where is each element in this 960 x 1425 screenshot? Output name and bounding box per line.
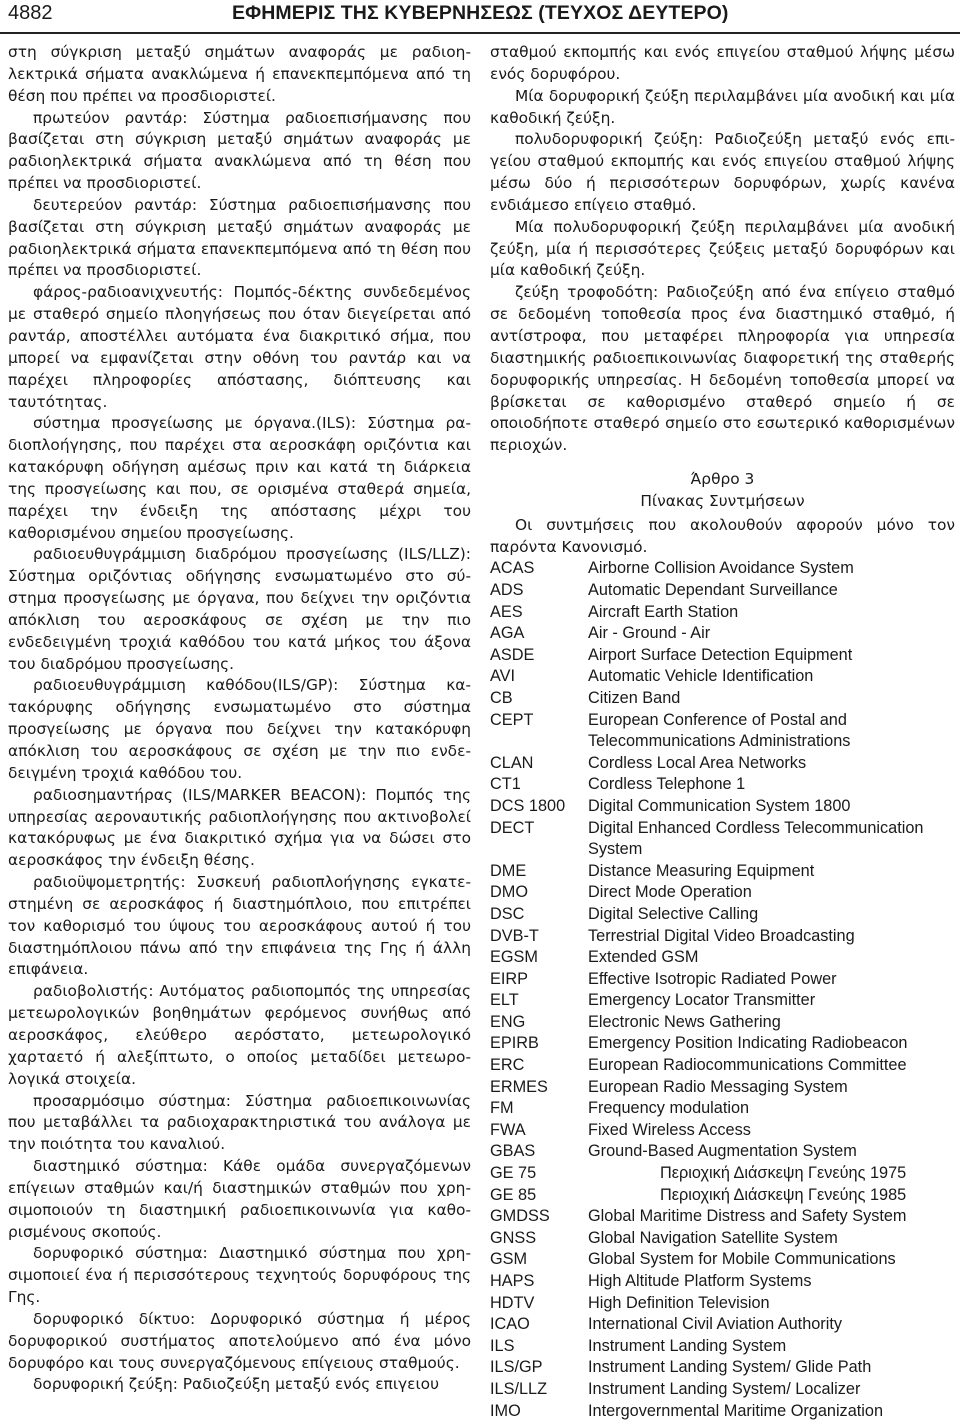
abbreviation-row	[490, 818, 955, 861]
abbreviation-definition: European Radio Messaging System	[588, 1077, 848, 1096]
abbreviation-definition: Emergency Position Indicating Radiobeacon	[588, 1034, 908, 1053]
paragraph: ραδιοευθυγράμμιση καθόδου(ILS/GP): Σύστημα κατακόρυφης οδήγησης ενσωματωμένο στο σύστημα προσγείωσης με όργανα που δείχνει την κατακόρυφη απόκλιση του αεροσκάφους σε σχέση με την πιο ενδεδειγμένη τροχιά καθόδου του.	[8, 676, 471, 782]
abbreviation-row	[490, 1357, 955, 1379]
abbreviation-definition: Distance Measuring Equipment	[588, 861, 815, 880]
abbreviation-definition: High Altitude Platform Systems	[588, 1272, 812, 1290]
article-intro: Οι συντμήσεις που ακολουθούν αφορούν μόνο τον παρόντα Κανονισμό.	[490, 515, 955, 556]
paragraph: δορυφορικό δίκτυο: Δορυφορικό σύστημα ή μέρος δορυφορικού συστήματος αποτελούμενο από ένα μόνο δορυφόρο και τους συνεργαζόμενους επίγειους σταθμούς.	[8, 1309, 471, 1372]
paragraph: στη σύγκριση μεταξύ σημάτων αναφοράς με ραδιοηλεκτρικά σήματα ανακλώμενα ή επανεκπεμπόμενα από τη θέση που πρέπει να προσδιοριστεί.	[8, 43, 471, 105]
abbreviation-definition: Instrument Landing System/ Glide Path	[588, 1358, 872, 1377]
paragraph: διαστημικό σύστημα: Κάθε ομάδα συνεργαζόμενων επίγειων σταθμών και/ή διαστημικών σταθμών που χρησιμοποιούν τη διαστημική ραδιοεπικοινωνία για καθορισμένους σκοπούς.	[8, 1157, 471, 1241]
paragraph: δευτερεύον ραντάρ: Σύστημα ραδιοεπισήμανσης που βασίζεται στη σύγκριση μεταξύ σημάτων αναφοράς με ραδιοηλεκτρικά σήματα επανεκπεμπόμενα από τη θέση που πρέπει να προσδιοριστεί.	[8, 195, 471, 280]
abbreviation-row	[490, 774, 955, 796]
abbreviation-row	[490, 1228, 955, 1250]
abbreviation-definition: European Radiocommunications Committee	[588, 1056, 907, 1075]
page-header	[0, 0, 960, 30]
abbreviation-row	[490, 904, 955, 926]
abbreviation-row	[490, 688, 955, 710]
abbreviation-code: AVI	[490, 667, 516, 686]
article-heading: Άρθρο 3	[690, 470, 755, 489]
abbreviation-code: ILS/GP	[490, 1358, 543, 1377]
paragraph: ραδιοϋψομετρητής: Συσκευή ραδιοπλοήγησης εγκατεστημένη σε αεροσκάφος ή διαστημόπλοιο, που επιτρέπει τον καθορισμό του ύψους του αεροσκάφους αυτού ή του διαστημόπλοιου πάνω από την επιφάνεια της Γης ή άλλη επιφάνεια.	[8, 873, 471, 979]
abbreviation-code: AES	[490, 602, 523, 621]
paragraph: πολυδορυφορική ζεύξη: Ραδιοζεύξη μεταξύ ενός επιγείου σταθμού εκπομπής και ενός επιγείου σταθμού λήψης μέσω δύο ή περισσότερων δορυφόρων, χωρίς κανένα ενδιάμεσο επίγειο σταθμό.	[490, 130, 955, 214]
abbreviation-definition: International Civil Aviation Authority	[588, 1315, 843, 1334]
gazette-title: ΕΦΗΜΕΡΙΣ ΤΗΣ ΚΥΒΕΡΝΗΣΕΩΣ (ΤΕΥΧΟΣ ΔΕΥΤΕΡΟ)	[232, 2, 729, 24]
abbreviation-code: DME	[490, 861, 527, 880]
abbreviation-code: FWA	[490, 1120, 526, 1139]
abbreviation-definition: Digital Selective Calling	[588, 904, 759, 923]
abbreviation-row	[490, 645, 955, 667]
abbreviation-definition: Global System for Mobile Communications	[588, 1250, 896, 1269]
abbreviation-row	[490, 1012, 955, 1034]
abbreviation-definition: Effective Isotropic Radiated Power	[588, 969, 837, 988]
abbreviation-code: GE 75	[490, 1164, 537, 1183]
paragraph: προσαρμόσιμο σύστημα: Σύστημα ραδιοεπικοινωνίας που μεταβάλλει τα ραδιοχαρακτηριστικά του ανάλογα με την ποιότητα του καναλιού.	[8, 1091, 471, 1154]
abbreviation-definition: Automatic Dependant Surveillance	[588, 581, 838, 599]
abbreviation-definition: Terrestrial Digital Video Broadcasting	[588, 926, 855, 945]
abbreviation-row	[490, 1120, 955, 1142]
abbreviation-row	[490, 1314, 955, 1336]
abbreviation-code: HAPS	[490, 1272, 535, 1290]
paragraph: ζεύξη τροφοδότη: Ραδιοζεύξη από ένα επίγειο σταθμό σε δεδομένη τοποθεσία προς ένα διαστημικό σταθμό, ή αντίστροφα, που μεταφέρει πληροφορία για υπηρεσία διαστημικής ραδιοεπικοινωνίας διαφορετική της σταθερής δορυφορικής υπηρεσίας. Η δεδομένη τοποθεσία μπορεί να βρίσκεται σε καθορισμένο σταθερό σημείο ή σε οποιοδήποτε σταθερό σημείο στο εσωτερικό καθορισμένων περιοχών.	[490, 283, 955, 455]
abbreviation-code: GMDSS	[490, 1207, 550, 1226]
abbreviation-row	[490, 666, 955, 688]
abbreviation-definition: Direct Mode Operation	[588, 883, 752, 902]
abbreviation-code: DSC	[490, 904, 525, 923]
abbreviation-definition: Automatic Vehicle Identification	[588, 667, 814, 686]
abbreviation-definition: European Conference of Postal and Telecommunications Administrations	[588, 710, 851, 751]
abbreviation-code: DCS 1800	[490, 796, 566, 815]
abbreviation-definition: Frequency modulation	[588, 1099, 750, 1118]
abbreviation-definition: Instrument Landing System/ Localizer	[588, 1379, 861, 1398]
abbreviation-code: CEPT	[490, 710, 534, 729]
abbreviation-code: EGSM	[490, 948, 538, 967]
abbreviation-definition: Global Navigation Satellite System	[588, 1228, 838, 1247]
abbreviation-definition: Electronic News Gathering	[588, 1012, 781, 1031]
abbreviation-definition: Cordless Telephone 1	[588, 775, 746, 794]
abbreviation-row	[490, 710, 955, 753]
abbreviation-row	[490, 1033, 955, 1055]
abbreviation-row	[490, 882, 955, 904]
abbreviation-code: AGA	[490, 624, 525, 643]
abbreviation-row	[490, 753, 955, 775]
abbreviation-code: EIRP	[490, 969, 529, 988]
abbreviation-row	[490, 1401, 955, 1423]
abbreviation-row	[490, 558, 955, 580]
abbreviation-row	[490, 1077, 955, 1099]
abbreviation-definition: Ground-Based Augmentation System	[588, 1142, 857, 1161]
abbreviation-definition: Global Maritime Distress and Safety System	[588, 1207, 907, 1226]
abbreviation-code: DMO	[490, 883, 528, 902]
abbreviation-definition: Digital Communication System 1800	[588, 796, 851, 815]
abbreviation-definition: Intergovernmental Maritime Organization	[588, 1401, 884, 1420]
abbreviation-code: GNSS	[490, 1228, 537, 1247]
abbreviation-row	[490, 1141, 955, 1163]
abbreviation-row	[490, 602, 955, 624]
abbreviation-code: ILS/LLZ	[490, 1379, 548, 1398]
abbreviation-definition: Aircraft Earth Station	[588, 602, 739, 621]
abbreviation-row	[490, 1185, 955, 1207]
paragraph: Μία πολυδορυφορική ζεύξη περιλαμβάνει μία ανοδική ζεύξη, μία ή περισσότερες ζεύξεις μεταξύ δορυφόρων και μία καθοδική ζεύξη.	[490, 217, 955, 280]
abbreviation-code: ACAS	[490, 559, 535, 578]
abbreviation-code: FM	[490, 1099, 514, 1118]
abbreviation-definition: Air - Ground - Air	[588, 624, 711, 643]
abbreviation-row	[490, 623, 955, 645]
abbreviation-row	[490, 580, 955, 602]
abbreviation-code: ELT	[490, 991, 519, 1010]
abbreviation-definition: Fixed Wireless Access	[588, 1120, 751, 1139]
right-column	[490, 42, 955, 1422]
page-number: 4882	[8, 2, 53, 24]
abbreviation-row	[490, 926, 955, 948]
abbreviation-row	[490, 1249, 955, 1271]
paragraph: ραδιοευθυγράμμιση διαδρόμου προσγείωσης (ILS/LLZ): Σύστημα οριζόντιας οδήγησης ενσωματωμένο στο σύστημα προσγείωσης με όργανα, που δείχνει την οριζόντια απόκλιση του αεροσκάφους σε σχέση με την πιο ενδεδειγμένη τροχιά καθόδου του κατά μήκος του άξονα του διαδρόμου προσγείωσης.	[8, 545, 471, 673]
paragraph: ραδιοσημαντήρας (ILS/MARKER BEACON): Πομπός της υπηρεσίας αεροναυτικής ραδιοπλοήγησης που ακτινοβολεί κατακόρυφως με ένα διακριτικό σχήμα για να δώσει στο αεροσκάφος την ένδειξη θέσης.	[8, 785, 471, 870]
abbreviation-code: ERC	[490, 1056, 525, 1075]
abbreviation-definition: Περιοχική Διάσκεψη Γενεύης 1985	[660, 1185, 907, 1204]
paragraph: πρωτεύον ραντάρ: Σύστημα ραδιοεπισήμανσης που βασίζεται στη σύγκριση μεταξύ σημάτων αναφοράς με ραδιοηλεκτρικά σήματα ανακλώμενα από τη θέση που πρέπει να προσδιοριστεί.	[8, 108, 471, 193]
abbreviation-definition: Emergency Locator Transmitter	[588, 991, 816, 1010]
abbreviation-code: GBAS	[490, 1142, 536, 1161]
abbreviation-row	[490, 1206, 955, 1228]
abbreviation-code: DVB-T	[490, 926, 539, 945]
abbreviation-definition: High Definition Television	[588, 1293, 770, 1312]
abbreviation-code: ENG	[490, 1012, 526, 1031]
abbreviation-definition: Digital Enhanced Cordless Telecommunication System	[588, 818, 924, 859]
abbreviation-code: HDTV	[490, 1293, 535, 1312]
abbreviation-definition: Airborne Collision Avoidance System	[588, 559, 854, 578]
abbreviation-code: CLAN	[490, 753, 534, 772]
paragraph: Μία δορυφορική ζεύξη περιλαμβάνει μία ανοδική και μία καθοδική ζεύξη.	[490, 86, 955, 127]
paragraph: ραδιοβολιστής: Αυτόματος ραδιοπομπός της υπηρεσίας μετεωρολογικών βοηθημάτων φερόμενος συνήθως από αεροσκάφος, ελεύθερο αερόστατο, μετεωρολογικό χαρταετό ή αλεξίπτωτο, ο οποίος μεταδίδει μετεωρολογικά στοιχεία.	[8, 982, 471, 1088]
abbreviation-definition: Extended GSM	[588, 948, 699, 967]
paragraph: σταθμού εκπομπής και ενός επιγείου σταθμού λήψης μέσω ενός δορυφόρου.	[490, 43, 955, 83]
article-subheading: Πίνακας Συντμήσεων	[640, 491, 805, 510]
abbreviation-code: IMO	[490, 1401, 521, 1420]
paragraph: σύστημα προσγείωσης με όργανα.(ILS): Σύστημα ραδιοπλοήγησης, που παρέχει στα αεροσκάφη οριζόντια και κατακόρυφη οδήγηση αμέσως πριν και κατά τη διάρκεια της προσγείωσης και που, σε ορισμένα σταθερά σημεία, παρέχει την ένδειξη της απόστασης μέχρι του καθορισμένου σημείου προσγείωσης.	[8, 414, 471, 542]
abbreviation-row	[490, 1293, 955, 1315]
abbreviation-row	[490, 1271, 955, 1293]
paragraph: δορυφορική ζεύξη: Ραδιοζεύξη μεταξύ ενός επιγειου	[33, 1375, 439, 1394]
abbreviation-definition: Citizen Band	[588, 688, 681, 707]
abbreviation-definition: Airport Surface Detection Equipment	[588, 645, 853, 664]
abbreviation-code: GSM	[490, 1250, 528, 1269]
abbreviation-row	[490, 861, 955, 883]
abbreviation-row	[490, 1098, 955, 1120]
abbreviation-row	[490, 796, 955, 818]
abbreviation-row	[490, 1379, 955, 1401]
abbreviation-definition: Cordless Local Area Networks	[588, 753, 807, 772]
abbreviation-code: CB	[490, 688, 513, 707]
abbreviation-row	[490, 1163, 955, 1185]
abbreviation-code: ERMES	[490, 1077, 548, 1096]
left-column	[8, 42, 471, 1396]
header-rule	[0, 32, 960, 34]
abbreviation-code: ADS	[490, 581, 524, 599]
abbreviation-code: EPIRB	[490, 1034, 539, 1053]
abbreviation-code: ICAO	[490, 1315, 530, 1334]
abbreviation-row	[490, 1055, 955, 1077]
paragraph: δορυφορικό σύστημα: Διαστημικό σύστημα που χρησιμοποιεί ένα ή περισσότερους τεχνητούς δορυφόρους της Γης.	[8, 1244, 471, 1307]
abbreviation-code: ASDE	[490, 645, 535, 664]
abbreviation-code: GE 85	[490, 1185, 537, 1204]
abbreviation-row	[490, 990, 955, 1012]
paragraph: φάρος-ραδιοανιχνευτής: Πομπός-δέκτης συνδεδεμένος με σταθερό σημείο πλοηγήσεως που όταν διεγείρεται από ραντάρ, αποστέλλει αυτόματα ένα διακριτικό σήμα, που μπορεί να εμφανίζεται στην οθόνη του ραντάρ και να παρέχει πληροφορίες απόστασης, διόπτευσης και ταυτότητας.	[8, 283, 471, 411]
abbreviation-list	[490, 558, 955, 1422]
abbreviation-definition: Instrument Landing System	[588, 1336, 787, 1355]
abbreviation-code: DECT	[490, 818, 535, 837]
abbreviation-code: CT1	[490, 775, 521, 794]
abbreviation-row	[490, 947, 955, 969]
abbreviation-row	[490, 969, 955, 991]
abbreviation-row	[490, 1336, 955, 1358]
abbreviation-code: ILS	[490, 1336, 515, 1355]
abbreviation-definition: Περιοχική Διάσκεψη Γενεύης 1975	[660, 1164, 907, 1183]
